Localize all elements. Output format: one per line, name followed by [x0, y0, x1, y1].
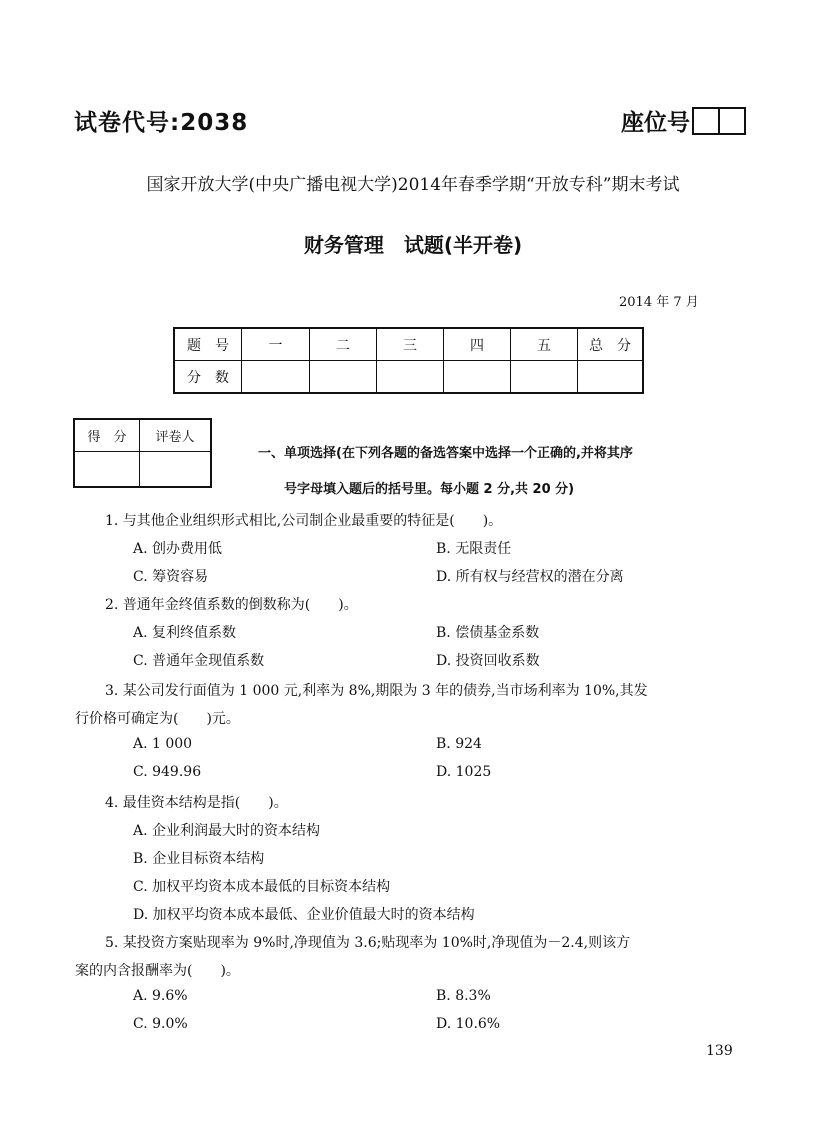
- score-table-score-row: [174, 361, 643, 394]
- question-1-option-d: D. 所有权与经营权的潜在分离: [436, 569, 624, 585]
- grader-table-cell: 评卷人: [140, 419, 212, 452]
- score-input-cell[interactable]: [242, 361, 310, 394]
- question-1-option-b: B. 无限责任: [436, 541, 512, 557]
- question-1-stem: 1. 与其他企业组织形式相比,公司制企业最重要的特征是( )。: [105, 513, 503, 529]
- score-table-cell: 四: [444, 328, 511, 361]
- score-table-cell: 题 号: [174, 328, 242, 361]
- question-4-option-d: D. 加权平均资本成本最低、企业价值最大时的资本结构: [133, 907, 475, 923]
- question-5-option-b: B. 8.3%: [436, 988, 491, 1004]
- score-input-cell[interactable]: [444, 361, 511, 394]
- question-2-option-c: C. 普通年金现值系数: [133, 653, 265, 669]
- score-table-cell: 三: [377, 328, 444, 361]
- exam-heading: 国家开放大学(中央广播电视大学)2014年春季学期“开放专科”期末考试: [146, 175, 680, 195]
- question-5-option-a: A. 9.6%: [133, 988, 188, 1004]
- seat-box: [720, 107, 746, 135]
- question-5-stem-continued: 案的内含报酬率为( )。: [75, 963, 240, 979]
- question-2-option-d: D. 投资回收系数: [436, 653, 540, 669]
- question-5-option-d: D. 10.6%: [436, 1016, 501, 1032]
- question-3-option-d: D. 1025: [436, 764, 492, 780]
- question-1-option-c: C. 筹资容易: [133, 569, 209, 585]
- score-input-cell[interactable]: [511, 361, 578, 394]
- question-2-option-b: B. 偿债基金系数: [436, 625, 540, 641]
- score-table-cell: 一: [242, 328, 310, 361]
- exam-date: 2014 年 7 月: [619, 295, 699, 310]
- seat-boxes: [692, 107, 746, 135]
- question-4-stem: 4. 最佳资本结构是指( )。: [105, 795, 288, 811]
- question-3-stem-continued: 行价格可确定为( )元。: [75, 711, 240, 727]
- seat-number: [621, 104, 746, 137]
- grader-table: [73, 418, 212, 488]
- question-3-stem: 3. 某公司发行面值为 1 000 元,利率为 8%,期限为 3 年的债券,当市场利率为 10%,其发: [105, 683, 648, 699]
- question-4-option-c: C. 加权平均资本成本最低的目标资本结构: [133, 879, 391, 895]
- question-3-option-c: C. 949.96: [133, 764, 202, 780]
- exam-title: 财务管理 试题(半开卷): [303, 233, 523, 257]
- paper-code: 试卷代号:2038: [74, 110, 249, 136]
- question-5-option-c: C. 9.0%: [133, 1016, 188, 1032]
- question-3-option-a: A. 1 000: [133, 736, 193, 752]
- question-2-option-a: A. 复利终值系数: [133, 625, 237, 641]
- question-4-option-a: A. 企业利润最大时的资本结构: [133, 823, 321, 839]
- question-5-stem: 5. 某投资方案贴现率为 9%时,净现值为 3.6;贴现率为 10%时,净现值为－2.4,则该方: [105, 935, 631, 951]
- question-1-option-a: A. 创办费用低: [133, 541, 223, 557]
- section-heading-line2: 号字母填入题后的括号里。每小题 2 分,共 20 分): [284, 482, 575, 497]
- seat-label: 座位号: [621, 110, 690, 136]
- grader-table-input-row: [74, 452, 211, 488]
- score-table-cell: 五: [511, 328, 578, 361]
- score-table-cell: 分 数: [174, 361, 242, 394]
- score-table: [173, 327, 644, 394]
- question-2-stem: 2. 普通年金终值系数的倒数称为( )。: [105, 597, 358, 613]
- page-number: 139: [706, 1043, 733, 1059]
- score-table-cell: 总 分: [578, 328, 644, 361]
- grader-table-cell: 得 分: [74, 419, 140, 452]
- score-table-header-row: [174, 328, 643, 361]
- grader-input-cell[interactable]: [74, 452, 140, 488]
- score-input-cell[interactable]: [578, 361, 644, 394]
- question-3-option-b: B. 924: [436, 736, 482, 752]
- score-input-cell[interactable]: [310, 361, 377, 394]
- section-heading-line1: 一、单项选择(在下列各题的备选答案中选择一个正确的,并将其序: [258, 446, 633, 461]
- seat-box: [692, 107, 720, 135]
- grader-table-header-row: [74, 419, 211, 452]
- score-input-cell[interactable]: [377, 361, 444, 394]
- score-table-cell: 二: [310, 328, 377, 361]
- question-4-option-b: B. 企业目标资本结构: [133, 851, 265, 867]
- grader-input-cell[interactable]: [140, 452, 212, 488]
